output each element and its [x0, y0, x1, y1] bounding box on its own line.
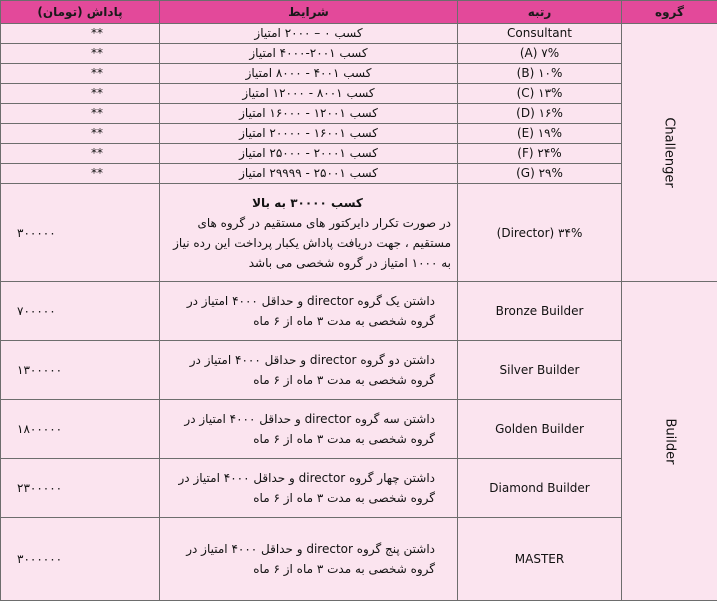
conditions-cell: کسب ۲۰۰۰۱ - ۲۵۰۰۰ امتیاز	[160, 144, 458, 164]
header-conditions: شرایط	[160, 1, 458, 24]
conditions-cell: کسب ۱۲۰۰۱ - ۱۶۰۰۰ امتیاز	[160, 104, 458, 124]
table-row	[1, 341, 717, 400]
conditions-cell: کسب ۲۰۰۱-۴۰۰۰ امتیاز	[160, 44, 458, 64]
bonus-cell: **	[1, 124, 160, 144]
bonus-cell: **	[1, 144, 160, 164]
bonus-cell: ۲۳۰۰۰۰۰	[1, 459, 160, 518]
rank-cell: ۳۴% (Director)	[458, 184, 622, 282]
bonus-cell: ۳۰۰۰۰۰	[1, 184, 160, 282]
conditions-head: کسب ۳۰۰۰۰ به بالا	[252, 195, 363, 210]
header-row	[1, 1, 717, 24]
rank-cell: ۱۳% (C)	[458, 84, 622, 104]
group-label-builder: Builder	[661, 418, 677, 464]
rank-cell: Bronze Builder	[458, 282, 622, 341]
table-row	[1, 164, 717, 184]
conditions-cell: داشتن یک گروه director و حداقل ۴۰۰۰ امتیاز در گروه شخصی به مدت ۳ ماه از ۶ ماه	[160, 282, 458, 341]
conditions-cell: کسب ۰ – ۲۰۰۰ امتیاز	[160, 24, 458, 44]
header-group: گروه	[622, 1, 717, 24]
conditions-cell: کسب ۴۰۰۱ - ۸۰۰۰ امتیاز	[160, 64, 458, 84]
rank-cell: ۱۰% (B)	[458, 64, 622, 84]
conditions-cell: داشتن چهار گروه director و حداقل ۴۰۰۰ امتیاز در گروه شخصی به مدت ۳ ماه از ۶ ماه	[160, 459, 458, 518]
conditions-body: در صورت تکرار دایرکتور های مستقیم در گروه های مستقیم ، جهت دریافت پاداش یکبار پرداخت این رده نیاز به ۱۰۰۰ امتیاز در گروه شخصی می باشد	[173, 215, 451, 270]
rank-cell: Golden Builder	[458, 400, 622, 459]
group-cell-challenger	[622, 24, 717, 282]
rank-cell: ۱۶% (D)	[458, 104, 622, 124]
rank-cell: ۱۹% (E)	[458, 124, 622, 144]
table-row	[1, 84, 717, 104]
rank-cell: ۷% (A)	[458, 44, 622, 64]
bonus-cell: **	[1, 104, 160, 124]
rank-cell: Consultant	[458, 24, 622, 44]
conditions-cell: داشتن دو گروه director و حداقل ۴۰۰۰ امتیاز در گروه شخصی به مدت ۳ ماه از ۶ ماه	[160, 341, 458, 400]
table-row	[1, 282, 717, 341]
bonus-cell: **	[1, 24, 160, 44]
conditions-cell: کسب ۱۶۰۰۱ - ۲۰۰۰۰ امتیاز	[160, 124, 458, 144]
table-row	[1, 144, 717, 164]
bonus-cell: ۷۰۰۰۰۰	[1, 282, 160, 341]
conditions-cell: داشتن سه گروه director و حداقل ۴۰۰۰ امتیاز در گروه شخصی به مدت ۳ ماه از ۶ ماه	[160, 400, 458, 459]
table-row	[1, 124, 717, 144]
rank-cell: ۲۹% (G)	[458, 164, 622, 184]
conditions-cell: کسب ۲۵۰۰۱ - ۲۹۹۹۹ امتیاز	[160, 164, 458, 184]
table-row	[1, 400, 717, 459]
bonus-cell: ۱۸۰۰۰۰۰	[1, 400, 160, 459]
bonus-cell: **	[1, 84, 160, 104]
bonus-cell: **	[1, 164, 160, 184]
table-row-director	[1, 184, 717, 282]
header-bonus: پاداش (تومان)	[1, 1, 160, 24]
group-cell-builder	[622, 282, 717, 601]
rank-cell: Diamond Builder	[458, 459, 622, 518]
group-label-challenger: Challenger	[662, 117, 677, 188]
conditions-cell: کسب ۸۰۰۱ - ۱۲۰۰۰ امتیاز	[160, 84, 458, 104]
bonus-cell: **	[1, 64, 160, 84]
rank-cell: ۲۴% (F)	[458, 144, 622, 164]
table-row	[1, 518, 717, 601]
table-row	[1, 104, 717, 124]
table-row	[1, 24, 717, 44]
conditions-cell: داشتن پنج گروه director و حداقل ۴۰۰۰ امتیاز در گروه شخصی به مدت ۳ ماه از ۶ ماه	[160, 518, 458, 601]
table-row	[1, 64, 717, 84]
header-rank: رتبه	[458, 1, 622, 24]
conditions-cell	[160, 184, 458, 282]
table-row	[1, 459, 717, 518]
bonus-cell: ۳۰۰۰۰۰۰	[1, 518, 160, 601]
table-row	[1, 44, 717, 64]
rank-cell: MASTER	[458, 518, 622, 601]
bonus-cell: ۱۳۰۰۰۰۰	[1, 341, 160, 400]
bonus-cell: **	[1, 44, 160, 64]
rank-cell: Silver Builder	[458, 341, 622, 400]
